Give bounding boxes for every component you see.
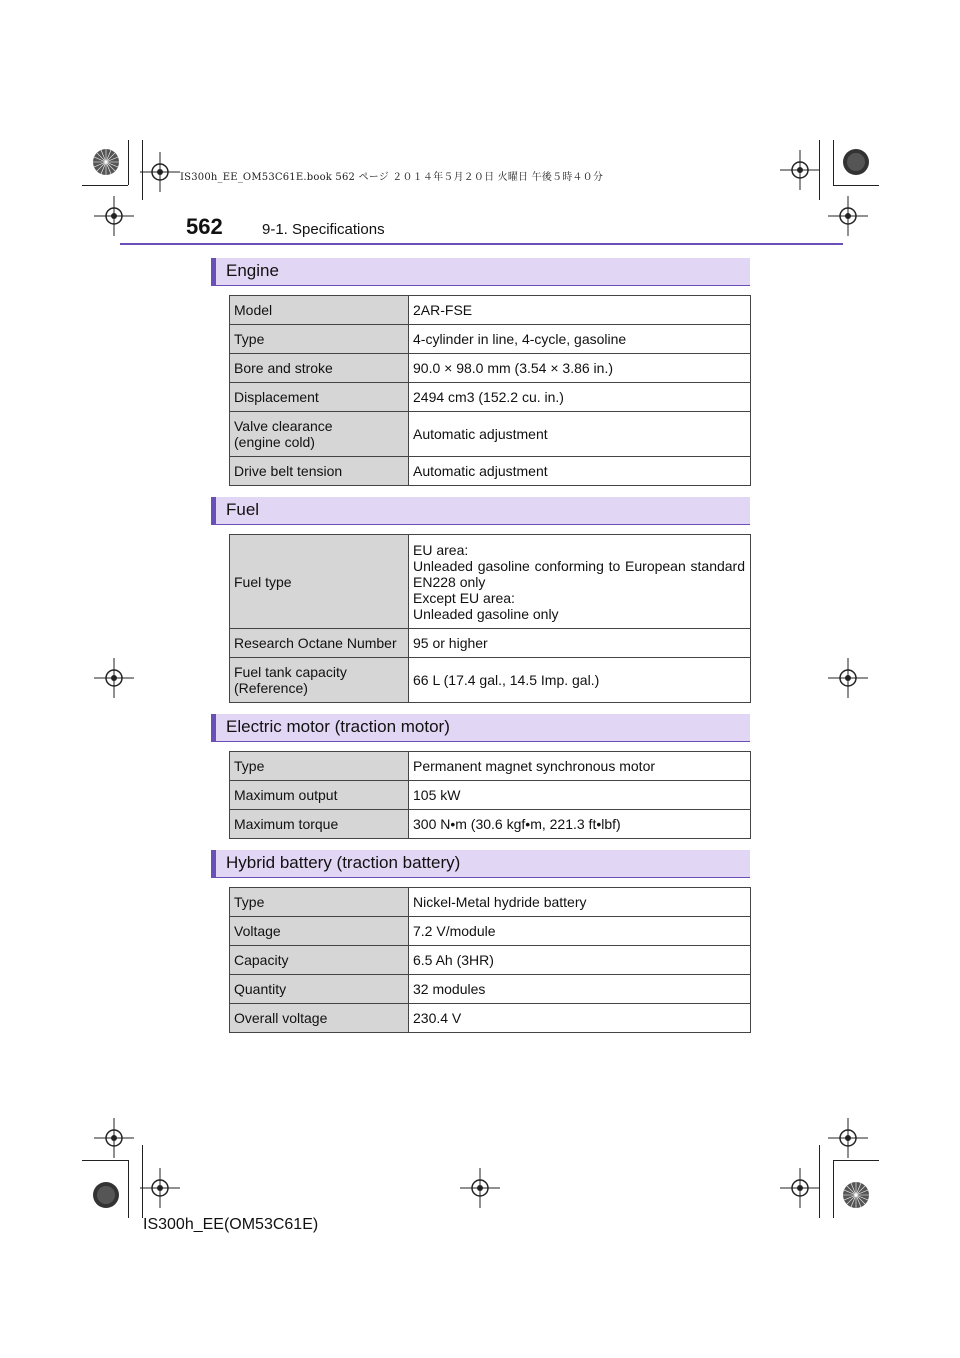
spec-value: 95 or higher: [409, 629, 751, 658]
spec-table-engine: [229, 295, 751, 486]
spec-value: Permanent magnet synchronous motor: [409, 752, 751, 781]
registration-mark-icon: [828, 1118, 868, 1158]
table-row: [230, 383, 751, 412]
spec-value: 7.2 V/module: [409, 917, 751, 946]
spec-label: Drive belt tension: [230, 457, 409, 486]
table-row: [230, 629, 751, 658]
registration-mark-icon: [94, 1118, 134, 1158]
page-number: 562: [186, 214, 223, 239]
registration-mark-icon: [460, 1168, 500, 1208]
registration-mark-icon: [780, 1168, 820, 1208]
spec-label: Type: [230, 752, 409, 781]
registration-mark-icon: [94, 658, 134, 698]
spec-label: Capacity: [230, 946, 409, 975]
spec-label: Voltage: [230, 917, 409, 946]
section-header-hybrid-battery: [211, 850, 750, 878]
color-disc-top-left: [92, 148, 120, 176]
table-row: [230, 975, 751, 1004]
registration-mark-icon: [140, 1168, 180, 1208]
table-row: [230, 412, 751, 457]
spec-value: 300 N•m (30.6 kgf•m, 221.3 ft•lbf): [409, 810, 751, 839]
spec-label: Fuel tank capacity (Reference): [230, 658, 409, 703]
spec-label: Research Octane Number: [230, 629, 409, 658]
table-row: [230, 1004, 751, 1033]
spec-label: Fuel type: [230, 535, 409, 629]
print-header-line: IS300h_EE_OM53C61E.book 562 ページ ２０１４年５月２０日 火曜日 午後５時４０分: [180, 172, 604, 183]
section-heading: Electric motor (traction motor): [226, 717, 450, 736]
registration-mark-icon: [780, 150, 820, 190]
spec-value: 230.4 V: [409, 1004, 751, 1033]
spec-label: Type: [230, 325, 409, 354]
spec-label: Displacement: [230, 383, 409, 412]
spec-value: 2AR-FSE: [409, 296, 751, 325]
spec-value: 2494 cm3 (152.2 cu. in.): [409, 383, 751, 412]
header-rule: [120, 243, 843, 245]
spec-value: Nickel-Metal hydride battery: [409, 888, 751, 917]
registration-mark-icon: [140, 152, 180, 192]
spec-value: 105 kW: [409, 781, 751, 810]
spec-label: Type: [230, 888, 409, 917]
table-row: [230, 781, 751, 810]
table-row: [230, 658, 751, 703]
color-disc-bottom-left: [92, 1181, 120, 1209]
table-row: [230, 296, 751, 325]
table-row: [230, 946, 751, 975]
table-row: [230, 535, 751, 629]
spec-value: 90.0 × 98.0 mm (3.54 × 3.86 in.): [409, 354, 751, 383]
spec-table-fuel: [229, 534, 751, 703]
section-header-engine: [211, 258, 750, 286]
spec-label: Quantity: [230, 975, 409, 1004]
spec-value: 6.5 Ah (3HR): [409, 946, 751, 975]
table-row: [230, 888, 751, 917]
registration-mark-icon: [828, 658, 868, 698]
spec-label: Valve clearance (engine cold): [230, 412, 409, 457]
section-heading: Hybrid battery (traction battery): [226, 853, 461, 872]
section-heading: Fuel: [226, 500, 260, 519]
table-row: [230, 457, 751, 486]
footer-model-code: IS300h_EE(OM53C61E): [143, 1216, 319, 1233]
table-row: [230, 752, 751, 781]
spec-label: Bore and stroke: [230, 354, 409, 383]
spec-value: 66 L (17.4 gal., 14.5 Imp. gal.): [409, 658, 751, 703]
spec-label: Maximum torque: [230, 810, 409, 839]
color-disc-bottom-right: [842, 1181, 870, 1209]
section-heading: Engine: [226, 261, 279, 280]
spec-value: 4-cylinder in line, 4-cycle, gasoline: [409, 325, 751, 354]
spec-label: Overall voltage: [230, 1004, 409, 1033]
spec-value: 32 modules: [409, 975, 751, 1004]
table-row: [230, 325, 751, 354]
section-header-fuel: [211, 497, 750, 525]
table-row: [230, 917, 751, 946]
spec-value: EU area: Unleaded gasoline conforming to European standard EN228 only Except EU area: Unleaded gasoline only: [409, 535, 751, 629]
registration-mark-icon: [94, 196, 134, 236]
spec-table-hybrid-battery: [229, 887, 751, 1033]
spec-label: Maximum output: [230, 781, 409, 810]
table-row: [230, 810, 751, 839]
color-disc-top-right: [842, 148, 870, 176]
section-header-electric-motor: [211, 714, 750, 742]
table-row: [230, 354, 751, 383]
spec-value: Automatic adjustment: [409, 412, 751, 457]
section-title: 9-1. Specifications: [262, 221, 385, 238]
spec-table-electric-motor: [229, 751, 751, 839]
registration-mark-icon: [828, 196, 868, 236]
spec-value: Automatic adjustment: [409, 457, 751, 486]
spec-label: Model: [230, 296, 409, 325]
